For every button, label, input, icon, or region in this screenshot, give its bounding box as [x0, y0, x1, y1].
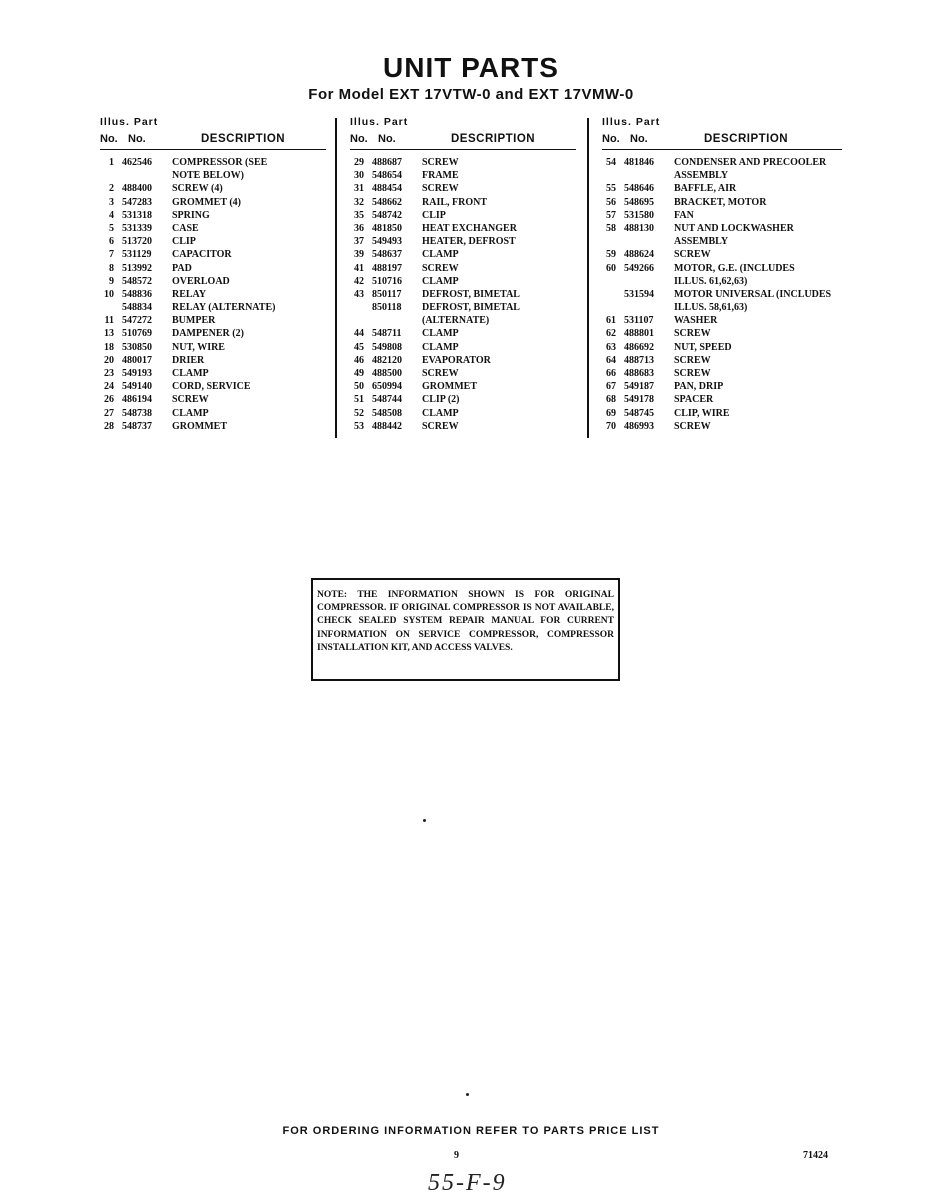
part-description: CASE	[172, 222, 199, 234]
part-description: CONDENSER AND PRECOOLER	[674, 157, 827, 168]
part-number: 549808	[372, 341, 402, 353]
part-description: FAN	[674, 209, 694, 221]
illus-number: 23	[104, 368, 114, 379]
parts-row	[100, 314, 326, 327]
handwritten-annotation: 55-F-9	[428, 1170, 507, 1196]
parts-row	[350, 288, 576, 301]
part-number: 548662	[372, 196, 402, 208]
illus-number: 55	[606, 183, 616, 195]
illus-number: 69	[606, 407, 616, 419]
illus-number: 31	[354, 183, 364, 195]
part-number: 486194	[122, 394, 152, 406]
part-number: 549187	[624, 381, 654, 393]
part-number: 548836	[122, 288, 152, 300]
part-number: 548744	[372, 394, 402, 406]
header-rule	[602, 149, 842, 150]
illus-number: 63	[606, 341, 616, 353]
part-number: 548738	[122, 407, 152, 419]
part-number: 530850	[122, 341, 152, 353]
part-description: SCREW	[422, 420, 459, 432]
illus-number: 6	[109, 236, 114, 248]
part-number: 850118	[372, 302, 402, 314]
part-number: 547283	[122, 196, 152, 208]
parts-row	[350, 380, 576, 393]
column-divider-1	[335, 118, 337, 438]
part-number: 549193	[122, 368, 152, 379]
part-description: GROMMET	[172, 420, 227, 432]
parts-row	[100, 156, 326, 169]
illus-number: 42	[354, 275, 364, 287]
illus-number: 60	[606, 262, 616, 274]
part-number: 548646	[624, 183, 654, 195]
illus-number: 35	[354, 209, 364, 221]
parts-row	[100, 341, 326, 354]
parts-row	[602, 314, 847, 327]
parts-row	[100, 354, 326, 367]
illus-number: 57	[606, 209, 616, 221]
illus-number: 64	[606, 354, 616, 366]
parts-row	[602, 248, 847, 261]
parts-row	[350, 169, 576, 182]
illus-number: 13	[104, 328, 114, 340]
parts-row	[350, 275, 576, 288]
illus-number: 68	[606, 394, 616, 406]
parts-row	[602, 288, 847, 301]
part-number: 488801	[624, 328, 654, 340]
parts-row	[602, 222, 847, 235]
part-number: 486993	[624, 420, 654, 432]
scan-speck	[466, 1093, 469, 1096]
part-number: 488442	[372, 420, 402, 432]
part-number: 488400	[122, 183, 152, 195]
parts-row	[100, 169, 326, 182]
parts-list	[350, 156, 576, 433]
part-number: 548834	[122, 302, 152, 314]
part-number: 510716	[372, 275, 402, 287]
parts-row	[602, 301, 847, 314]
parts-row	[100, 367, 326, 380]
illus-number: 66	[606, 368, 616, 379]
part-description: ILLUS. 58,61,63)	[674, 302, 748, 314]
part-description: GROMMET	[422, 381, 477, 393]
illus-number: 70	[606, 420, 616, 432]
part-number: 549140	[122, 381, 152, 393]
parts-row	[350, 182, 576, 195]
illus-number: 2	[109, 183, 114, 195]
part-number: 488683	[624, 368, 654, 379]
part-number: 549266	[624, 262, 654, 274]
part-number: 488454	[372, 183, 402, 195]
part-description: SCREW	[422, 183, 459, 195]
part-description: SCREW	[674, 420, 711, 432]
column-header	[602, 116, 847, 150]
part-description: RAIL, FRONT	[422, 196, 488, 208]
parts-row	[350, 209, 576, 222]
parts-row	[100, 262, 326, 275]
illus-number: 59	[606, 249, 616, 261]
illus-number: 1	[109, 157, 114, 168]
part-number: 462546	[122, 157, 152, 168]
part-number: 480017	[122, 354, 152, 366]
part-description: BAFFLE, AIR	[674, 183, 737, 195]
part-number: 481850	[372, 222, 402, 234]
parts-row	[350, 248, 576, 261]
illus-number: 8	[109, 262, 114, 274]
parts-row	[100, 301, 326, 314]
illus-number: 56	[606, 196, 616, 208]
part-description: NUT, WIRE	[172, 341, 225, 353]
part-number: 531594	[624, 288, 654, 300]
part-description: OVERLOAD	[172, 275, 230, 287]
part-description: MOTOR UNIVERSAL (INCLUDES	[674, 288, 832, 300]
parts-row	[100, 407, 326, 420]
part-description: DAMPENER (2)	[172, 328, 244, 340]
header-illus-no: No.	[100, 133, 118, 145]
header-illus-part: Illus. Part	[602, 116, 661, 128]
part-number: 486692	[624, 341, 654, 353]
parts-column-3	[602, 116, 847, 433]
parts-row	[602, 182, 847, 195]
part-description: CLIP	[172, 236, 196, 248]
parts-row	[350, 196, 576, 209]
parts-row	[100, 235, 326, 248]
parts-row	[350, 301, 576, 314]
illus-number: 53	[354, 420, 364, 432]
part-description: CLAMP	[422, 407, 459, 419]
parts-row	[100, 327, 326, 340]
header-illus-part: Illus. Part	[100, 116, 159, 128]
parts-row	[350, 367, 576, 380]
parts-row	[602, 275, 847, 288]
part-description: ILLUS. 61,62,63)	[674, 275, 748, 287]
part-description: BUMPER	[172, 315, 216, 327]
parts-list	[100, 156, 326, 433]
illus-number: 43	[354, 288, 364, 300]
part-description: CLAMP	[422, 275, 459, 287]
part-number: 488197	[372, 262, 402, 274]
parts-row	[350, 262, 576, 275]
part-number: 548637	[372, 249, 402, 261]
parts-row	[602, 407, 847, 420]
part-description: CLIP, WIRE	[674, 407, 730, 419]
part-description: NOTE BELOW)	[172, 170, 244, 182]
illus-number: 3	[109, 196, 114, 208]
parts-row	[602, 380, 847, 393]
illus-number: 50	[354, 381, 364, 393]
part-description: SCREW (4)	[172, 183, 223, 195]
parts-row	[100, 393, 326, 406]
part-description: HEAT EXCHANGER	[422, 222, 517, 234]
illus-number: 5	[109, 222, 114, 234]
part-number: 548742	[372, 209, 402, 221]
part-number: 531107	[624, 315, 654, 327]
parts-row	[100, 420, 326, 433]
part-description: CLAMP	[422, 341, 459, 353]
part-number: 547272	[122, 315, 152, 327]
part-description: SCREW	[422, 157, 459, 168]
part-description: PAN, DRIP	[674, 381, 724, 393]
part-description: RELAY	[172, 288, 207, 300]
part-description: SCREW	[674, 354, 711, 366]
part-number: 531580	[624, 209, 654, 221]
parts-row	[100, 196, 326, 209]
ordering-info-footer: FOR ORDERING INFORMATION REFER TO PARTS PRICE LIST	[282, 1125, 660, 1137]
part-description: SCREW	[674, 249, 711, 261]
header-description: DESCRIPTION	[704, 133, 789, 145]
part-description: DEFROST, BIMETAL	[422, 302, 520, 314]
parts-row	[602, 156, 847, 169]
parts-row	[602, 393, 847, 406]
illus-number: 30	[354, 170, 364, 182]
part-number: 549178	[624, 394, 654, 406]
illus-number: 11	[104, 315, 114, 327]
parts-row	[100, 209, 326, 222]
part-description: CAPACITOR	[172, 249, 232, 261]
parts-row	[350, 420, 576, 433]
part-number: 548711	[372, 328, 402, 340]
part-description: MOTOR, G.E. (INCLUDES	[674, 262, 795, 274]
header-description: DESCRIPTION	[201, 133, 286, 145]
illus-number: 4	[109, 209, 114, 221]
part-number: 548654	[372, 170, 402, 182]
parts-column-2	[350, 116, 576, 433]
part-description: EVAPORATOR	[422, 354, 491, 366]
part-number: 531129	[122, 249, 152, 261]
part-description: BRACKET, MOTOR	[674, 196, 767, 208]
parts-row	[350, 393, 576, 406]
parts-list	[602, 156, 847, 433]
header-illus-no: No.	[602, 133, 620, 145]
illus-number: 46	[354, 354, 364, 366]
part-description: SPACER	[674, 394, 714, 406]
part-number: 488624	[624, 249, 654, 261]
illus-number: 58	[606, 222, 616, 234]
illus-number: 28	[104, 420, 114, 432]
parts-row	[602, 354, 847, 367]
parts-row	[350, 327, 576, 340]
parts-row	[602, 209, 847, 222]
part-number: 650994	[372, 381, 402, 393]
column-header	[100, 116, 326, 150]
part-description: SCREW	[422, 262, 459, 274]
part-description: CLIP	[422, 209, 446, 221]
parts-row	[602, 196, 847, 209]
part-number: 548695	[624, 196, 654, 208]
illus-number: 52	[354, 407, 364, 419]
part-number: 549493	[372, 236, 402, 248]
part-number: 548508	[372, 407, 402, 419]
part-description: CLAMP	[172, 368, 209, 379]
illus-number: 29	[354, 157, 364, 168]
part-description: FRAME	[422, 170, 459, 182]
illus-number: 9	[109, 275, 114, 287]
part-description: COMPRESSOR (SEE	[172, 157, 268, 168]
part-description: SCREW	[674, 328, 711, 340]
column-header	[350, 116, 576, 150]
part-number: 531339	[122, 222, 152, 234]
part-number: 548572	[122, 275, 152, 287]
part-description: SCREW	[172, 394, 209, 406]
parts-row	[100, 248, 326, 261]
header-part-no: No.	[128, 133, 146, 145]
illus-number: 45	[354, 341, 364, 353]
part-number: 513992	[122, 262, 152, 274]
parts-row	[350, 222, 576, 235]
parts-row	[350, 235, 576, 248]
header-part-no: No.	[378, 133, 396, 145]
parts-row	[602, 341, 847, 354]
document-code: 71424	[803, 1150, 828, 1161]
part-description: WASHER	[674, 315, 718, 327]
parts-row	[350, 314, 576, 327]
part-description: CLAMP	[172, 407, 209, 419]
illus-number: 20	[104, 354, 114, 366]
parts-row	[100, 182, 326, 195]
column-divider-2	[587, 118, 589, 438]
part-description: DEFROST, BIMETAL	[422, 288, 520, 300]
part-number: 481846	[624, 157, 654, 168]
illus-number: 39	[354, 249, 364, 261]
illus-number: 44	[354, 328, 364, 340]
part-description: CLAMP	[422, 328, 459, 340]
illus-number: 51	[354, 394, 364, 406]
part-number: 488687	[372, 157, 402, 168]
illus-number: 24	[104, 381, 114, 393]
parts-row	[350, 354, 576, 367]
parts-row	[602, 420, 847, 433]
header-part-no: No.	[630, 133, 648, 145]
header-rule	[100, 149, 326, 150]
parts-row	[100, 380, 326, 393]
part-number: 513720	[122, 236, 152, 248]
part-description: ASSEMBLY	[674, 170, 729, 182]
part-description: CLIP (2)	[422, 394, 460, 406]
illus-number: 54	[606, 157, 616, 168]
parts-row	[602, 169, 847, 182]
part-number: 548737	[122, 420, 152, 432]
illus-number: 27	[104, 407, 114, 419]
parts-row	[602, 235, 847, 248]
part-description: SCREW	[674, 368, 711, 379]
illus-number: 67	[606, 381, 616, 393]
part-number: 488130	[624, 222, 654, 234]
page-subtitle: For Model EXT 17VTW-0 and EXT 17VMW-0	[308, 86, 634, 103]
parts-row	[100, 275, 326, 288]
header-description: DESCRIPTION	[451, 133, 536, 145]
illus-number: 26	[104, 394, 114, 406]
part-number: 548745	[624, 407, 654, 419]
scan-speck	[423, 819, 426, 822]
page-number: 9	[454, 1150, 459, 1161]
illus-number: 18	[104, 341, 114, 353]
page-title: UNIT PARTS	[383, 52, 559, 83]
part-description: SPRING	[172, 209, 210, 221]
illus-number: 10	[104, 288, 114, 300]
part-number: 510769	[122, 328, 152, 340]
parts-row	[602, 327, 847, 340]
illus-number: 49	[354, 368, 364, 379]
illus-number: 36	[354, 222, 364, 234]
illus-number: 37	[354, 236, 364, 248]
part-description: RELAY (ALTERNATE)	[172, 302, 276, 314]
part-description: DRIER	[172, 354, 205, 366]
illus-number: 62	[606, 328, 616, 340]
parts-row	[100, 288, 326, 301]
part-description: PAD	[172, 262, 192, 274]
part-description: ASSEMBLY	[674, 236, 729, 248]
parts-row	[350, 156, 576, 169]
part-description: (ALTERNATE)	[422, 315, 490, 327]
header-illus-no: No.	[350, 133, 368, 145]
part-number: 488713	[624, 354, 654, 366]
illus-number: 7	[109, 249, 114, 261]
part-description: NUT AND LOCKWASHER	[674, 222, 794, 234]
part-description: CLAMP	[422, 249, 459, 261]
parts-row	[350, 407, 576, 420]
parts-row	[602, 262, 847, 275]
illus-number: 32	[354, 196, 364, 208]
part-number: 488500	[372, 368, 402, 379]
part-description: GROMMET (4)	[172, 196, 241, 208]
illus-number: 61	[606, 315, 616, 327]
part-number: 531318	[122, 209, 152, 221]
part-description: HEATER, DEFROST	[422, 236, 516, 248]
parts-row	[100, 222, 326, 235]
header-illus-part: Illus. Part	[350, 116, 409, 128]
part-number: 482120	[372, 354, 402, 366]
parts-row	[602, 367, 847, 380]
part-description: NUT, SPEED	[674, 341, 732, 353]
part-number: 850117	[372, 288, 402, 300]
header-rule	[350, 149, 576, 150]
parts-column-1	[100, 116, 326, 433]
illus-number: 41	[354, 262, 364, 274]
part-description: CORD, SERVICE	[172, 381, 251, 393]
part-description: SCREW	[422, 368, 459, 379]
compressor-note-box: NOTE: THE INFORMATION SHOWN IS FOR ORIGINAL COMPRESSOR. IF ORIGINAL COMPRESSOR IS NOT AVAILABLE, CHECK SEALED SYSTEM REPAIR MANUAL FOR CURRENT INFORMATION ON SERVICE COMPRESSOR, COMPRESSOR INSTALLATION KIT, AND ACCESS VALVES.	[311, 578, 620, 681]
parts-row	[350, 341, 576, 354]
